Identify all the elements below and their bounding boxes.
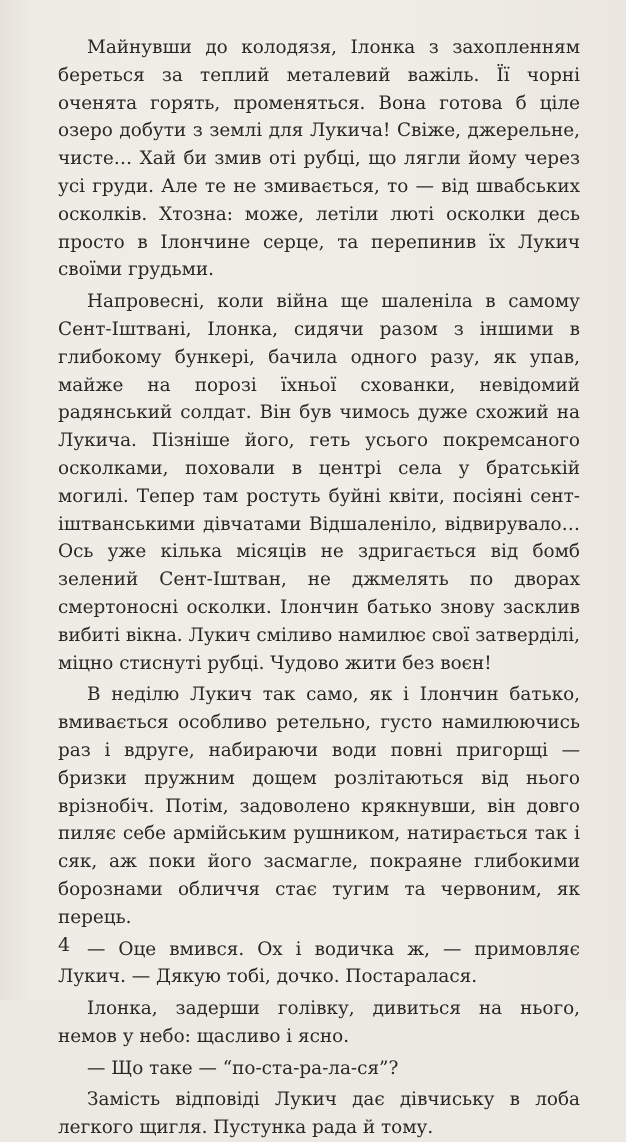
- body-text: [58, 34, 580, 1142]
- paragraph: Майнувши до колодязя, Ілонка з захопленням береться за теплий металевий важіль. Її чорні оченята горять, променяться. Вона готова б ціле озеро добути з землі для Лукича! Свіже, джерельне, чисте… Хай би змив оті рубці, що лягли йому через усі груди. Але те не змивається, то — від швабських осколків. Хтозна: може, летіли люті осколки десь просто в Ілончине серце, та перепинив їх Лукич своїми грудьми.: [58, 37, 580, 281]
- paragraph: Ілонка, задерши голівку, дивиться на нього, немов у небо: щасливо і ясно.: [58, 998, 580, 1047]
- paragraph: Замість відповіді Лукич дає дівчиську в лоба легкого щигля. Пустунка рада й тому.: [58, 1089, 580, 1139]
- paragraph: — Оце вмився. Ох і водичка ж, — примовляє Лукич. — Дякую тобі, дочко. Постаралася.: [58, 938, 580, 988]
- paragraph: — Що таке — “по-ста-ра-ла-ся”?: [87, 1057, 399, 1079]
- paragraph: В неділю Лукич так само, як і Ілончин батько, вмивається особливо ретельно, густо намилюючись раз і вдруге, набираючи води повні пригорщі — бризки пружним дощем розлітаються від нього врізнобіч. Потім, задоволено крякнувши, він довго пиляє себе армійським рушником, натирається так і сяк, аж поки його засмагле, покраяне глибокими борознами обличчя стає тугим та червоним, як перець.: [58, 684, 580, 928]
- page-number: 4: [58, 934, 71, 956]
- paragraph: Напровесні, коли війна ще шаленіла в самому Сент-Іштвані, Ілонка, сидячи разом з іншими в глибокому бункері, бачила одного разу, як упав, майже на порозі їхньої схованки, невідомий радянський солдат. Він був чимось дуже схожий на Лукича. Пізніше його, геть усього покремсаного осколками, поховали в центрі села у братській могилі. Тепер там ростуть буйні квіти, посіяні сент-іштванськими дівчатами Відшаленіло, відвирувало… Ось уже кілька місяців не здригається від бомб зелений Сент-Іштван, не джмелять по дворах смертоносні осколки. Ілончин батько знову засклив вибиті вікна. Лукич сміливо намилює свої затверділі, міцно стиснуті рубці. Чудово жити без воєн!: [58, 291, 580, 674]
